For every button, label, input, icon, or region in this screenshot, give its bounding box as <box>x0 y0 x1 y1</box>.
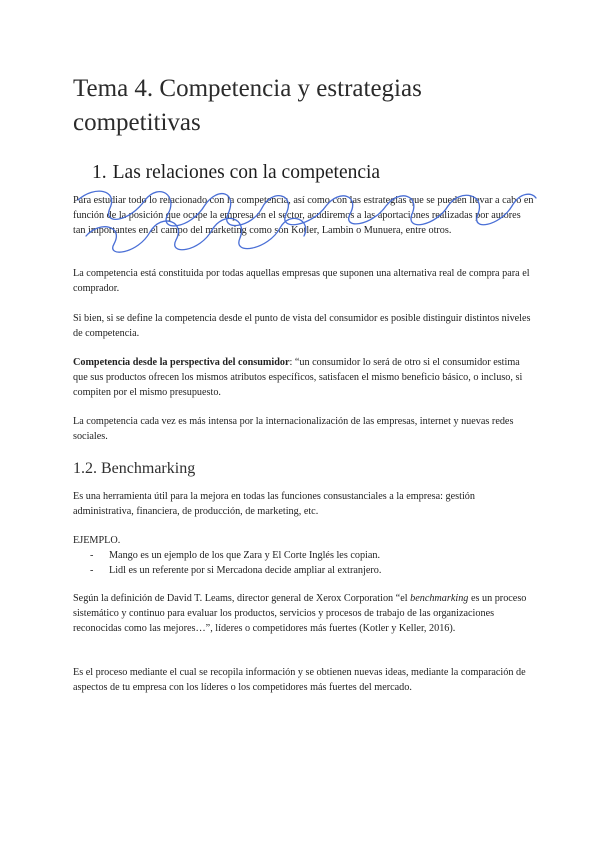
paragraph-intro: Para estudiar todo lo relacionado con la competencia, así como con las estrategias que se pueden llevar a cabo en función de la posición que ocupe la empresa en el sector, acudiremos a las aportaciones realizadas por autores tan importantes en el campo del marketing como son Kotler, Lambin o Munuera, entre otros. <box>73 195 534 236</box>
definition-text-1: Según la definición de David T. Leams, director general de Xerox Corporation “el <box>73 593 411 604</box>
paragraph-intensity: La competencia cada vez es más intensa por la internacionalización de las empresas, internet y nuevas redes sociales. <box>73 416 514 442</box>
bullet-dash: - <box>90 550 94 561</box>
definition-italic-term: benchmarking <box>410 593 469 604</box>
consumer-perspective-text: : “un consumidor lo será de otro si el consumidor estima que sus productos ofrecen los mismos atributos específicos, satisfacen el mismo beneficio básico, o incluso, si compiten por el mismo presupuesto. <box>73 357 523 398</box>
page-title: Tema 4. Competencia y estrategias competitivas <box>73 75 422 136</box>
list-item-text: Lidl es un referente por si Mercadona decide ampliar al extranjero. <box>109 565 382 576</box>
list-item <box>73 563 535 578</box>
example-label: EJEMPLO. <box>73 535 121 546</box>
section-1-heading <box>92 160 380 186</box>
paragraph-levels: Si bien, si se define la competencia desde el punto de vista del consumidor es posible distinguir distintos niveles de competencia. <box>73 313 531 339</box>
definition-text-2: es un proceso sistemático y continuo para evaluar los productos, servicios y procesos de trabajo de las organizaciones reconocidas como las mejores…”, líderes o competidores más fuertes (Kotler y Keller, 2016). <box>73 593 527 634</box>
list-item-text: Mango es un ejemplo de los que Zara y El Corte Inglés les copian. <box>109 550 381 561</box>
example-list <box>73 548 535 578</box>
paragraph-consumer-perspective <box>73 355 535 400</box>
paragraph-benchmarking-tool: Es una herramienta útil para la mejora en todas las funciones consustanciales a la empresa: gestión administrativa, financiera, de producción, de marketing, etc. <box>73 491 475 517</box>
bullet-dash: - <box>90 565 94 576</box>
section-benchmarking-heading: 1.2. Benchmarking <box>73 460 196 477</box>
paragraph-benchmarking-definition <box>73 591 535 636</box>
section-1-number: 1. <box>92 162 107 183</box>
section-1-title: Las relaciones con la competencia <box>112 162 381 183</box>
paragraph-definition: La competencia está constituida por todas aquellas empresas que suponen una alternativa real de compra para el comprador. <box>73 268 530 294</box>
bold-term: Competencia desde la perspectiva del consumidor <box>73 357 290 368</box>
list-item <box>73 548 535 563</box>
paragraph-benchmarking-process: Es el proceso mediante el cual se recopila información y se obtienen nuevas ideas, mediante la comparación de aspectos de tu empresa con los líderes o los competidores más fuertes del mercado. <box>73 667 526 693</box>
